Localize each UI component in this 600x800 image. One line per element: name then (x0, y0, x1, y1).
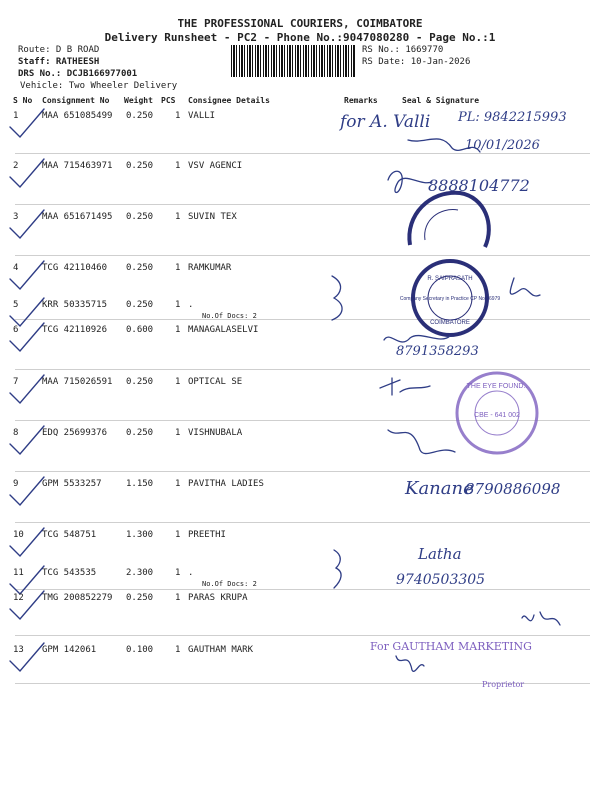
row-consignee: PREETHI (188, 530, 226, 540)
row-consignment: EDQ 25699376 (42, 428, 108, 438)
row-consignment: MAA 715026591 (42, 377, 113, 387)
row-consignee: VALLI (188, 111, 216, 121)
row-weight: 0.250 (126, 212, 154, 222)
vehicle-label: Vehicle: Two Wheeler Delivery (20, 81, 178, 91)
handwriting-row9-number: 8790886098 (465, 480, 561, 498)
row-pcs: 1 (175, 377, 181, 387)
handwriting-row1-for: for A. Valli (340, 112, 431, 132)
col-remarks: Remarks (344, 96, 378, 105)
row-weight: 0.100 (126, 645, 154, 655)
row-sno: 11 (13, 568, 24, 578)
row-consignment: TCG 543535 (42, 568, 97, 578)
row-sno: 4 (13, 263, 19, 273)
row-weight: 0.250 (126, 428, 154, 438)
bracket-row4-5 (332, 276, 342, 320)
row-consignment: GPM 5533257 (42, 479, 102, 489)
handwriting-row1-date: 10/01/2026 (465, 138, 540, 153)
row-sno: 8 (13, 428, 19, 438)
row-weight: 2.300 (126, 568, 154, 578)
signature-row8 (388, 430, 455, 454)
row-pcs: 1 (175, 111, 181, 121)
handwriting-row9-name: Kanane (405, 478, 474, 499)
bracket-row10-11 (334, 550, 341, 588)
staff-label: Staff: RATHEESH (18, 57, 100, 67)
row-consignment: MAA 651671495 (42, 212, 113, 222)
row-weight: 0.250 (126, 111, 154, 121)
row-consignee: PARAS KRUPA (188, 593, 248, 603)
col-seal: Seal & Signature (402, 96, 480, 105)
row-consignee: . (188, 568, 194, 578)
row-sno: 10 (13, 530, 24, 540)
row-sno: 2 (13, 161, 19, 171)
rs-date-label: RS Date: 10-Jan-2026 (362, 57, 471, 67)
handwriting-row1-phone: PL: 9842215993 (458, 110, 567, 125)
row-sno: 7 (13, 377, 19, 387)
row-pcs: 1 (175, 568, 181, 578)
signature-row12 (522, 612, 560, 625)
row-weight: 0.250 (126, 300, 154, 310)
row-pcs: 1 (175, 479, 181, 489)
row-consignee: . (188, 300, 194, 310)
signature-row1 (408, 139, 480, 152)
row-pcs: 1 (175, 300, 181, 310)
row-pcs: 1 (175, 212, 181, 222)
col-consignment: Consignment No (42, 96, 110, 105)
row-pcs: 1 (175, 263, 181, 273)
row-weight: 0.250 (126, 263, 154, 273)
row-sno: 9 (13, 479, 19, 489)
col-consignee: Consignee Details (188, 96, 270, 105)
row-weight: 1.150 (126, 479, 154, 489)
row-consignment: MAA 715463971 (42, 161, 113, 171)
row-sno: 3 (13, 212, 19, 222)
row-consignee: VISHNUBALA (188, 428, 243, 438)
row-consignment: KRR 50335715 (42, 300, 108, 310)
row-pcs: 1 (175, 428, 181, 438)
row-consignee: OPTICAL SE (188, 377, 243, 387)
row-sno: 12 (13, 593, 24, 603)
row-pcs: 1 (175, 161, 181, 171)
row-consignment: TCG 42110460 (42, 263, 108, 273)
row-sno: 5 (13, 300, 19, 310)
col-sno: S No (13, 96, 33, 105)
row-consignment: MAA 651085499 (42, 111, 113, 121)
signature-row6 (384, 336, 450, 342)
saiprasath-stamp-top: R. SAIPRASATH (427, 276, 473, 282)
row-consignee: VSV AGENCI (188, 161, 243, 171)
eyefound-stamp-top: THE EYE FOUND.. (466, 383, 528, 390)
row-sno: 6 (13, 325, 19, 335)
row-sno: 1 (13, 111, 19, 121)
saiprasath-stamp-bottom: COIMBATORE (430, 320, 470, 326)
row-consignment: GPM 142061 (42, 645, 97, 655)
col-pcs: PCS (161, 96, 176, 105)
signature-row13 (396, 656, 424, 671)
row-pcs: 1 (175, 530, 181, 540)
route-label: Route: D B ROAD (18, 45, 100, 55)
row-weight: 1.300 (126, 530, 154, 540)
row-docs-count: No.Of Docs: 2 (202, 312, 257, 320)
company-title: THE PROFESSIONAL COURIERS, COIMBATORE (177, 17, 423, 30)
eyefound-stamp-center: CBE - 641 002 (474, 412, 520, 419)
signature-row4 (510, 278, 540, 296)
row-weight: 0.600 (126, 325, 154, 335)
row-sno: 13 (13, 645, 24, 655)
handwriting-row6-number: 8791358293 (396, 344, 479, 359)
drs-label: DRS No.: DCJB166977001 (18, 69, 138, 79)
row-consignee: MANAGALASELVI (188, 325, 259, 335)
signature-row7 (380, 378, 430, 395)
stamp-row13-proprietor: Proprietor (482, 680, 525, 689)
row-consignment: TMG 200852279 (42, 593, 113, 603)
col-weight: Weight (124, 96, 153, 105)
row-consignee: SUVIN TEX (188, 212, 237, 222)
row-pcs: 1 (175, 593, 181, 603)
handwriting-row11-number: 9740503305 (396, 572, 486, 588)
row-pcs: 1 (175, 325, 181, 335)
saiprasath-stamp-center: Company Secretary in Practice CP No 16979 (399, 296, 501, 302)
handwriting-row2-number: 8888104772 (428, 176, 530, 195)
row-consignment: TCG 548751 (42, 530, 97, 540)
row-docs-count: No.Of Docs: 2 (202, 580, 257, 588)
row-consignee: GAUTHAM MARK (188, 645, 254, 655)
row-weight: 0.250 (126, 161, 154, 171)
handwriting-row10-name: Latha (418, 545, 462, 563)
signature-row2 (388, 171, 432, 192)
row-consignee: RAMKUMAR (188, 263, 232, 273)
row-weight: 0.250 (126, 377, 154, 387)
row-consignee: PAVITHA LADIES (188, 479, 264, 489)
row-pcs: 1 (175, 645, 181, 655)
row-consignment: TCG 42110926 (42, 325, 108, 335)
runsheet-subtitle: Delivery Runsheet - PC2 - Phone No.:9047080280 - Page No.:1 (104, 31, 496, 44)
row-weight: 0.250 (126, 593, 154, 603)
rs-no-label: RS No.: 1669770 (362, 45, 444, 55)
stamp-row13-text: For GAUTHAM MARKETING (370, 640, 532, 653)
